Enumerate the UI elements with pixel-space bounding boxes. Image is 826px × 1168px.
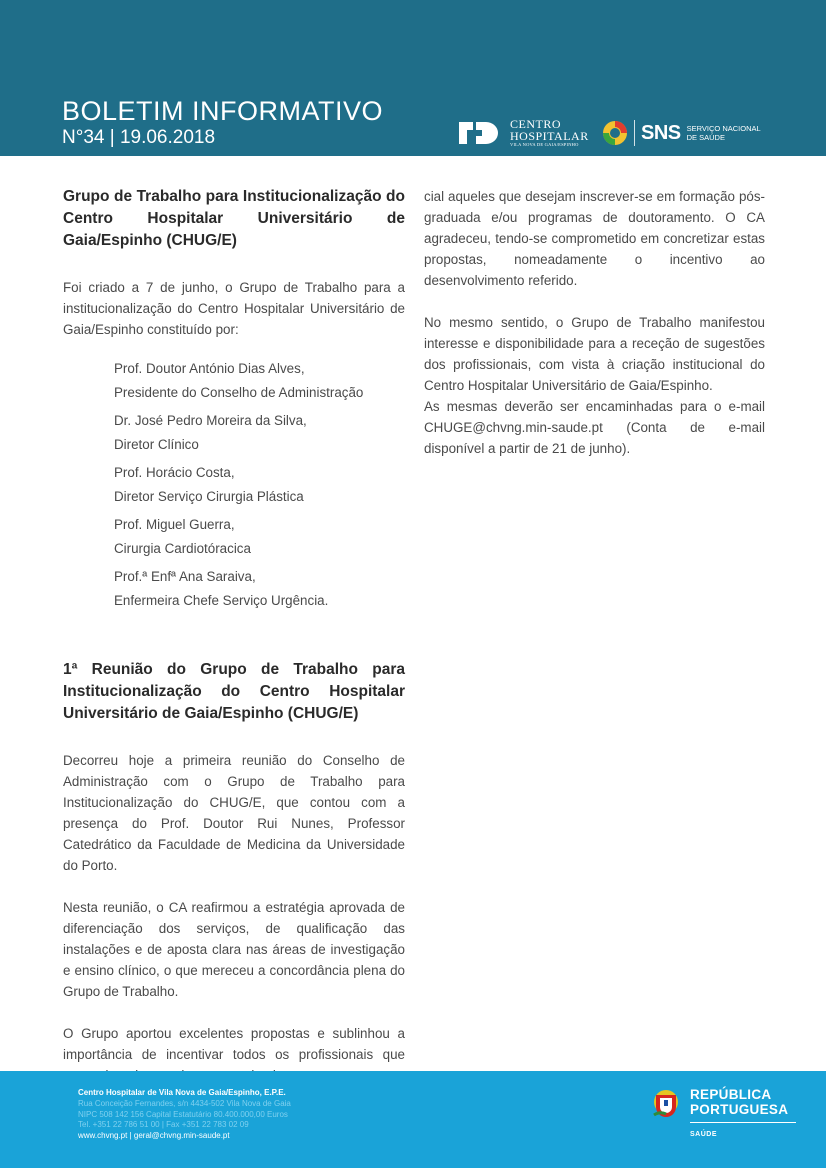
portuguese-shield-icon: [652, 1087, 680, 1121]
member-name: Prof.ª Enfª Ana Saraiva,: [114, 569, 256, 584]
rp-saude: SAÚDE: [690, 1131, 718, 1138]
section2-paragraph-3: O Grupo aportou excelentes propostas e sublinhou a importância de incentivar todos os profissionais que: [63, 1026, 405, 1062]
member-name: Dr. José Pedro Moreira da Silva,: [114, 413, 307, 428]
chvng-logo-line1: CENTRO: [510, 117, 561, 132]
member-list: [63, 357, 405, 612]
section1-intro: Foi criado a 7 de junho, o Grupo de Trabalho para a institucionalização do Centro Hospitalar Universitário de Gaia/Espinho constituído por:: [63, 280, 405, 337]
member-item: [114, 461, 405, 508]
member-item: [114, 513, 405, 560]
footer-address: Rua Conceição Fernandes, s/n 4434-502 Vila Nova de Gaia: [78, 1098, 291, 1108]
chvng-mark-icon: [456, 118, 502, 148]
member-name: Prof. Doutor António Dias Alves,: [114, 361, 305, 376]
member-name: Prof. Horácio Costa,: [114, 465, 235, 480]
issue-number-date: N°34 | 19.06.2018: [62, 127, 216, 148]
chvng-logo: [456, 118, 589, 148]
header-band: [0, 0, 826, 156]
sns-divider: [634, 120, 635, 146]
footer-org-name: Centro Hospitalar de Vila Nova de Gaia/Espinho, E.P.E.: [78, 1088, 286, 1097]
sns-sub-line2: DE SAÚDE: [686, 133, 725, 142]
right-paragraph-3: As mesmas deverão ser encaminhadas para o e-mail CHUGE@chvng.min-saude.pt (Conta de e-mail disponível a partir de 21 de junho).: [424, 399, 765, 456]
section1-title: Grupo de Trabalho para Institucionalização do Centro Hospitalar Universitário de Gaia/Espinho (CHUG/E): [63, 188, 405, 249]
sns-mark: SNS: [641, 121, 681, 144]
right-paragraph-2: No mesmo sentido, o Grupo de Trabalho manifestou interesse e disponibilidade para a receção de sugestões dos profissionais, com vista à criação institucional do Centro Hospitalar Universitário de Gaia/Espinho.: [424, 315, 765, 393]
member-item: [114, 565, 405, 612]
right-column: [424, 186, 765, 459]
chvng-logo-line2: HOSPITALAR: [510, 129, 589, 144]
section2-paragraph-1: Decorreu hoje a primeira reunião do Conselho de Administração com o Grupo de Trabalho para Institucionalização do CHUG/E, que contou com a presença do Prof. Doutor Rui Nunes, Professor Catedrático da Faculdade de Medicina da Universidade do Porto.: [63, 753, 405, 873]
sns-logo: [602, 120, 761, 146]
left-column: [63, 186, 405, 1086]
rp-line2: PORTUGUESA: [690, 1102, 789, 1117]
section2-paragraph-2: Nesta reunião, o CA reafirmou a estratégia aprovada de diferenciação dos serviços, de qualificação das instalações e de aposta clara nas áreas de investigação e ensino clínico, o que mereceu a concordância plena do Grupo de Trabalho.: [63, 900, 405, 999]
member-item: [114, 409, 405, 456]
footer-fiscal: NIPC 508 142 156 Capital Estatutário 80.400.000,00 Euros: [78, 1109, 288, 1119]
footer-phone: Tel. +351 22 786 51 00 | Fax +351 22 783 02 09: [78, 1120, 249, 1130]
footer-web: www.chvng.pt | geral@chvng.min-saude.pt: [78, 1131, 230, 1141]
newsletter-title: BOLETIM INFORMATIVO: [62, 96, 384, 126]
right-paragraph-1: cial aqueles que desejam inscrever-se em formação pós-graduada e/ou programas de doutoramento. O CA agradeceu, tendo-se comprometido em concretizar estas propostas, nomeadamente o incentivo ao desenvolvimento referido.: [424, 189, 765, 288]
member-role: Presidente do Conselho de Administração: [114, 384, 364, 400]
sns-sub-line1: SERVIÇO NACIONAL: [686, 124, 761, 133]
rp-rule: [690, 1122, 796, 1123]
republica-portuguesa-logo: [652, 1087, 796, 1142]
sns-swirl-icon: [602, 120, 628, 146]
chvng-logo-line3: VILA NOVA DE GAIA/ESPINHO: [510, 142, 579, 148]
member-role: Diretor Clínico: [114, 436, 199, 452]
footer-band: [0, 1071, 826, 1168]
member-name: Prof. Miguel Guerra,: [114, 517, 235, 532]
footer-contact: [78, 1088, 291, 1142]
member-item: [114, 357, 405, 404]
member-role: Cirurgia Cardiotóracica: [114, 540, 251, 556]
member-role: Diretor Serviço Cirurgia Plástica: [114, 488, 304, 504]
section2-title: 1ª Reunião do Grupo de Trabalho para Institucionalização do Centro Hospitalar Universitário de Gaia/Espinho (CHUG/E): [63, 661, 405, 722]
member-role: Enfermeira Chefe Serviço Urgência.: [114, 592, 329, 608]
rp-line1: REPÚBLICA: [690, 1087, 772, 1102]
